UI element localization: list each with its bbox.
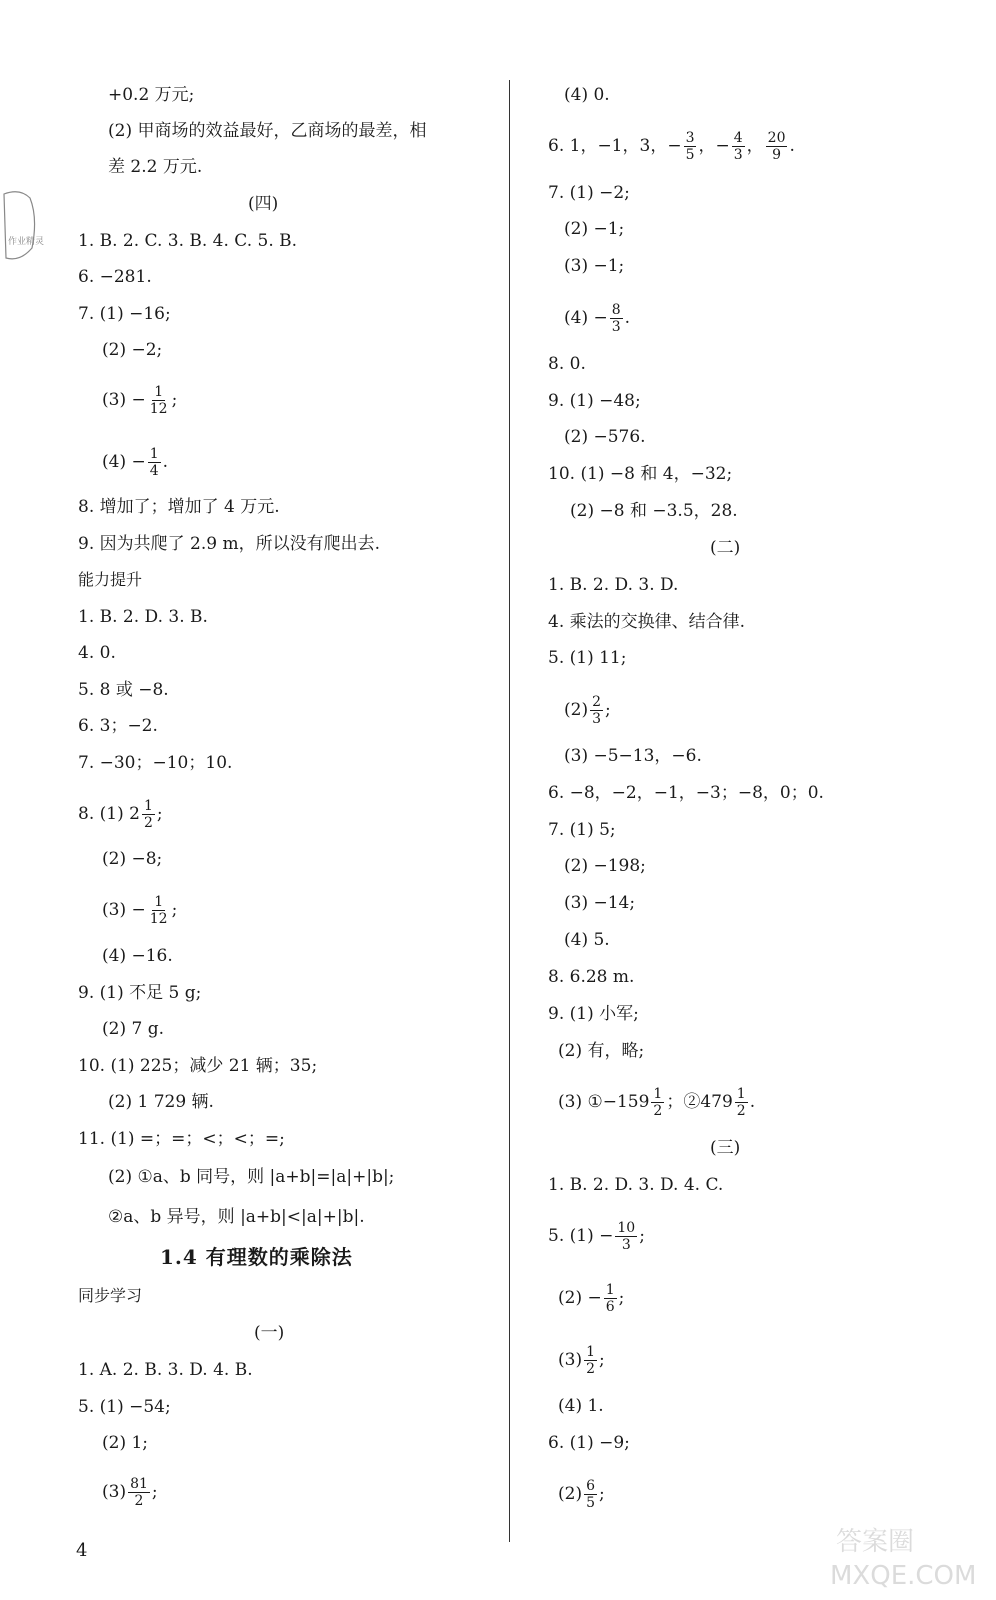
section-label-sync: 同步学习 (78, 1286, 143, 1305)
stamp-text: 作业精灵 (8, 237, 45, 247)
answer-line-fraction: (3) $\frac{81}{2}$ ; (102, 1476, 158, 1509)
answer-line: ②a、b 异号，则 |a+b|<|a|+|b|. (108, 1207, 365, 1227)
watermark-url-text: MXQE.COM (830, 1561, 977, 1591)
answer-line: 7. (1) 5; (548, 820, 616, 840)
answer-line-fraction: (3) ①−159 $\frac{1}{2}$ ；②479 $\frac{1}{2}$ . (558, 1086, 756, 1119)
answer-line: 8. 6.28 m. (548, 967, 635, 987)
answer-line: 6. −8，−2，−1，−3；−8，0；0. (548, 783, 824, 803)
answer-line: (2) −1; (564, 219, 625, 239)
answer-line: (2) 1; (102, 1433, 149, 1453)
site-watermark-logo (826, 1522, 976, 1592)
answer-line: (2) −576. (564, 427, 646, 447)
answer-line: (2) ①a、b 同号，则 |a+b|=|a|+|b|; (108, 1167, 395, 1187)
line: (2) 甲商场的效益最好，乙商场的最差，相 (108, 121, 427, 141)
subsection-heading-san: (三) (710, 1138, 741, 1158)
answer-line: (2) −8 和 −3.5，28. (570, 501, 738, 521)
answer-line: 1. A. 2. B. 3. D. 4. B. (78, 1360, 253, 1380)
answer-line-fraction: (2) − $\frac{1}{6}$ ; (558, 1282, 625, 1315)
answer-line: (4) 1. (558, 1396, 604, 1416)
answer-line: (2) −2; (102, 340, 163, 360)
answer-line: 4. 乘法的交换律、结合律. (548, 612, 746, 632)
answer-line: 1. B. 2. D. 3. D. (548, 575, 679, 595)
line-continuation: +0.2 万元; (108, 85, 195, 105)
answer-line-fraction: (2) $\frac{6}{5}$ ; (558, 1478, 605, 1511)
answer-line: (3) −14; (564, 893, 636, 913)
answer-line: (2) −8; (102, 849, 163, 869)
answer-line: (3) −5−13，−6. (564, 746, 702, 766)
answer-line: 9. (1) 小军; (548, 1004, 639, 1024)
answer-line: (4) −16. (102, 946, 173, 966)
subsection-heading-yi: (一) (254, 1323, 285, 1343)
answer-line-fraction: (4) − $\frac{8}{3}$ . (564, 302, 631, 335)
answer-line: (4) 0. (564, 85, 610, 105)
answer-line: (3) −1; (564, 256, 625, 276)
answer-line: (2) 有，略; (558, 1041, 645, 1061)
right-column (548, 0, 968, 1560)
answer-line: 10. (1) −8 和 4，−32; (548, 464, 733, 484)
answer-line: (2) 7 g. (102, 1019, 164, 1039)
answer-line: 9. (1) 不足 5 g; (78, 983, 202, 1003)
answer-line: 6. −281. (78, 267, 152, 287)
answer-line: 9. 因为共爬了 2.9 m，所以没有爬出去. (78, 534, 380, 554)
answer-line-fraction: (3) − $\frac{1}{12}$ ; (102, 384, 178, 417)
answer-line-fraction: (3) $\frac{1}{2}$ ; (558, 1344, 605, 1377)
subsection-heading-er: (二) (710, 538, 741, 558)
watermark-top-text: 答案圈 (836, 1527, 915, 1557)
answer-line: 9. (1) −48; (548, 391, 641, 411)
answer-line-fraction: (2) $\frac{2}{3}$ ; (564, 694, 611, 727)
answer-line: (2) −198; (564, 856, 646, 876)
answer-line: 8. 0. (548, 354, 586, 374)
answer-line-fraction: 8. (1) 2 $\frac{1}{2}$ ; (78, 798, 163, 831)
answer-line-fraction: 6. 1，−1，3，− $\frac{3}{5}$ ，− $\frac{4}{3}$ ， $\frac{20}{9}$ . (548, 130, 795, 163)
side-stamp-logo (0, 188, 45, 268)
answer-line: 7. (1) −16; (78, 304, 171, 324)
answer-line-fraction: (3) − $\frac{1}{12}$ ; (102, 894, 178, 927)
answer-line: 5. (1) −54; (78, 1397, 171, 1417)
section-title: 1.4 有理数的乘除法 (160, 1245, 353, 1269)
column-divider (509, 80, 510, 1542)
answer-line: 8. 增加了；增加了 4 万元. (78, 497, 280, 517)
answer-line: 5. 8 或 −8. (78, 680, 169, 700)
answer-line: (2) 1 729 辆. (108, 1092, 214, 1112)
page-number: 4 (76, 1540, 88, 1561)
subsection-heading-si: (四) (248, 194, 279, 214)
answer-line: 4. 0. (78, 643, 116, 663)
answer-line: 1. B. 2. D. 3. D. 4. C. (548, 1175, 724, 1195)
answer-line: 11. (1) =；=；<；<；=; (78, 1129, 285, 1149)
left-column (78, 0, 498, 1560)
answer-line: 1. B. 2. C. 3. B. 4. C. 5. B. (78, 231, 298, 251)
answer-line: 6. (1) −9; (548, 1433, 630, 1453)
section-label-ability: 能力提升 (78, 570, 143, 589)
answer-line: 5. (1) 11; (548, 648, 627, 668)
line: 差 2.2 万元. (108, 157, 203, 177)
answer-line: 6. 3；−2. (78, 716, 158, 736)
answer-line: 7. −30；−10；10. (78, 753, 233, 773)
answer-line: (4) 5. (564, 930, 610, 950)
answer-line-fraction: (4) − $\frac{1}{4}$ . (102, 446, 169, 479)
answer-line: 1. B. 2. D. 3. B. (78, 607, 208, 627)
answer-line: 10. (1) 225；减少 21 辆；35; (78, 1056, 318, 1076)
answer-line: 7. (1) −2; (548, 183, 630, 203)
answer-line-fraction: 5. (1) − $\frac{10}{3}$ ; (548, 1220, 645, 1253)
